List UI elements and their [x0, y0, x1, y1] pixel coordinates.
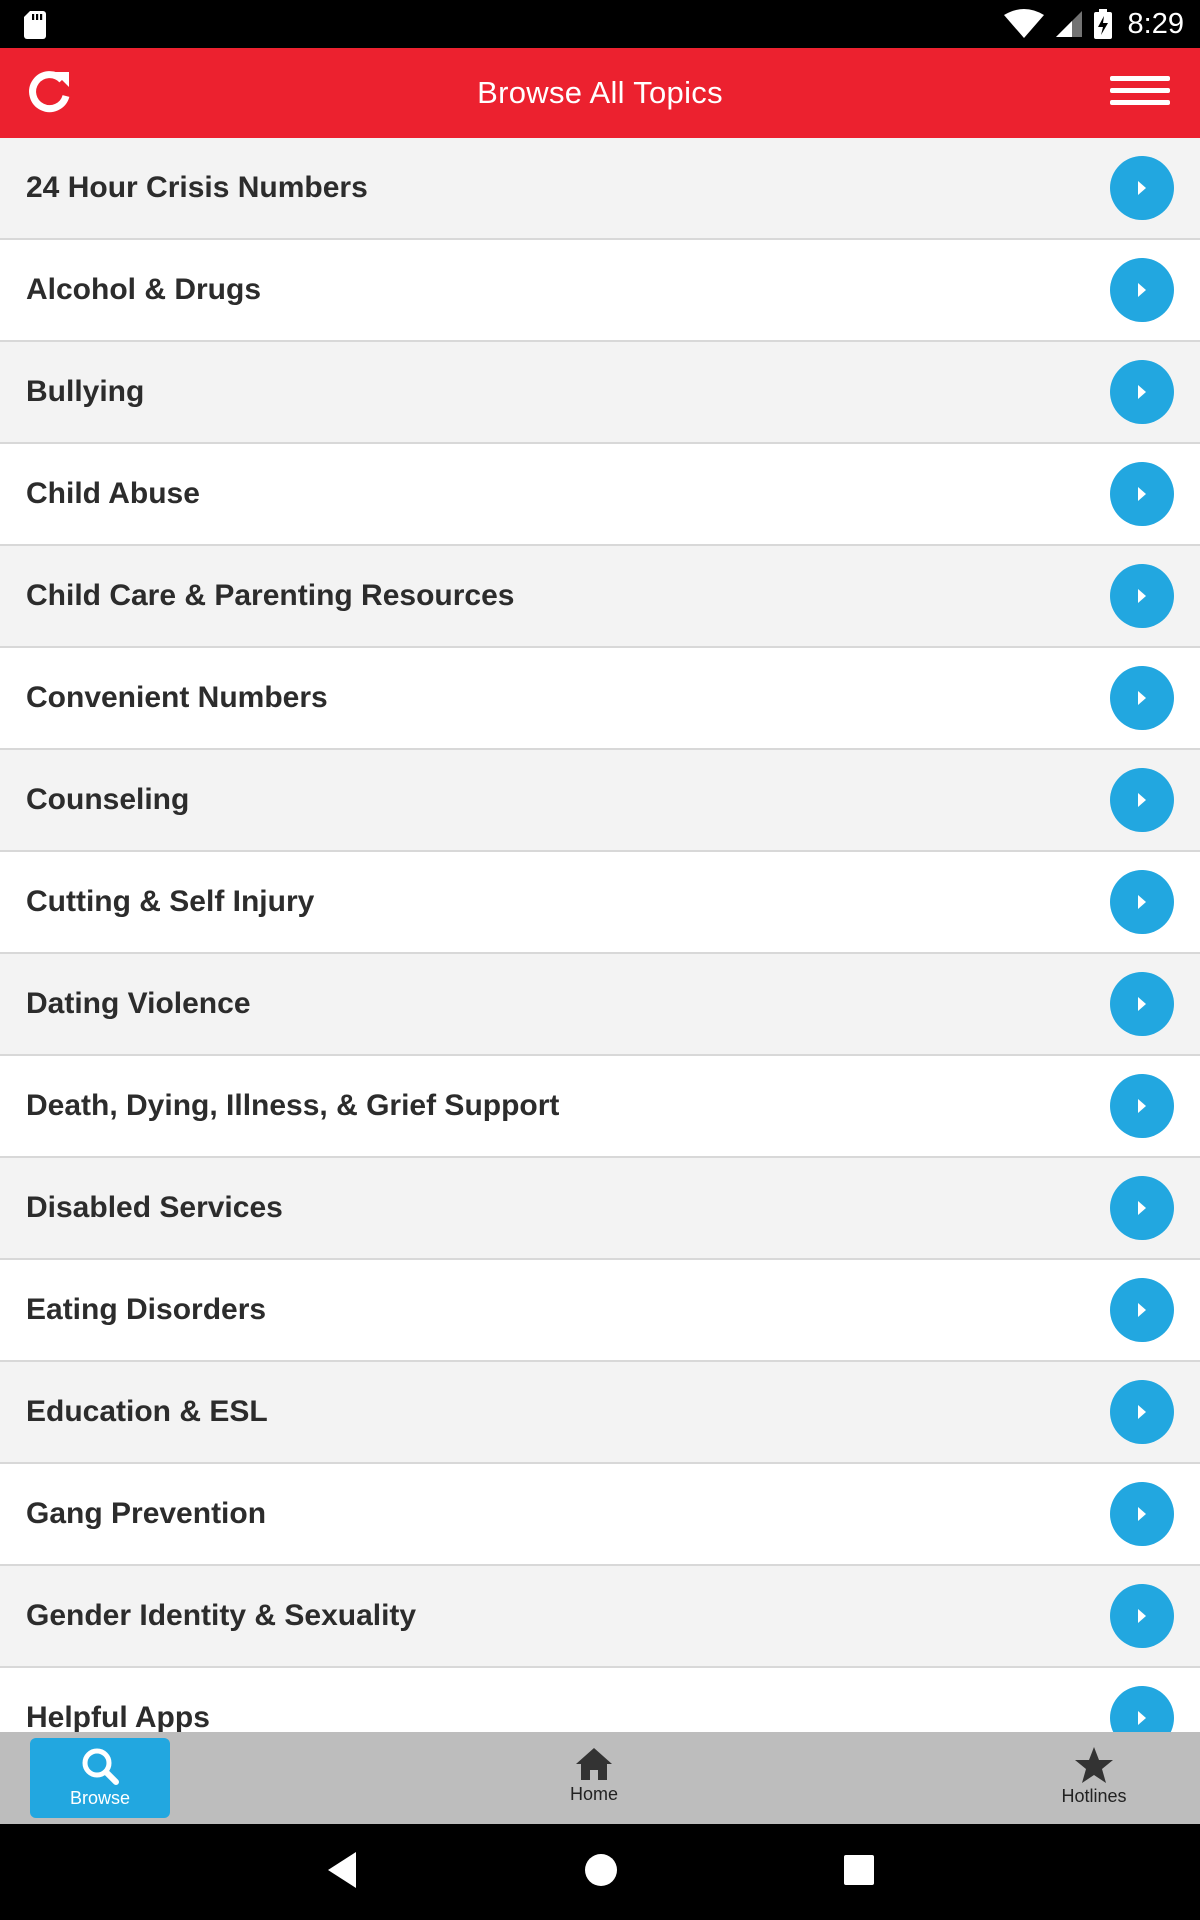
cell-signal-icon — [1054, 9, 1084, 39]
sd-card-icon — [24, 11, 46, 39]
chevron-right-icon — [1133, 1199, 1151, 1217]
page-title: Browse All Topics — [477, 75, 723, 110]
list-item[interactable] — [0, 1362, 1200, 1464]
chevron-right-icon — [1133, 1607, 1151, 1625]
topic-label: Alcohol & Drugs — [26, 273, 262, 306]
navigation-bar — [0, 1824, 1200, 1920]
tab-hotlines-label: Hotlines — [1061, 1786, 1127, 1806]
star-icon — [1074, 1746, 1114, 1784]
open-topic-button[interactable] — [1110, 768, 1174, 832]
chevron-right-icon — [1133, 893, 1151, 911]
chevron-right-icon — [1133, 1505, 1151, 1523]
bottom-tab-bar — [0, 1732, 1200, 1824]
app-bar — [0, 48, 1200, 138]
open-topic-button[interactable] — [1110, 870, 1174, 934]
chevron-right-icon — [1133, 383, 1151, 401]
open-topic-button[interactable] — [1110, 1380, 1174, 1444]
topic-label: Gang Prevention — [26, 1497, 267, 1530]
list-item[interactable] — [0, 138, 1200, 240]
open-topic-button[interactable] — [1110, 972, 1174, 1036]
chevron-right-icon — [1133, 995, 1151, 1013]
chevron-right-icon — [1133, 791, 1151, 809]
open-topic-button[interactable] — [1110, 1176, 1174, 1240]
list-item[interactable] — [0, 240, 1200, 342]
list-item[interactable] — [0, 1566, 1200, 1668]
topic-label: Disabled Services — [26, 1191, 283, 1224]
home-icon — [574, 1746, 614, 1782]
status-bar — [0, 0, 1200, 48]
topic-list[interactable] — [0, 138, 1200, 1732]
chevron-right-icon — [1133, 1403, 1151, 1421]
back-icon[interactable] — [326, 1850, 360, 1890]
topic-label: Dating Violence — [26, 987, 251, 1020]
chevron-right-icon — [1133, 1097, 1151, 1115]
chevron-right-icon — [1133, 689, 1151, 707]
recents-icon[interactable] — [842, 1850, 876, 1890]
topic-label: 24 Hour Crisis Numbers — [26, 171, 368, 204]
open-topic-button[interactable] — [1110, 1278, 1174, 1342]
list-item[interactable] — [0, 342, 1200, 444]
list-item[interactable] — [0, 1056, 1200, 1158]
topic-label: Helpful Apps — [26, 1701, 210, 1732]
topic-label: Counseling — [26, 783, 190, 816]
battery-charging-icon — [1094, 9, 1112, 39]
topic-label: Education & ESL — [26, 1395, 268, 1428]
list-item[interactable] — [0, 750, 1200, 852]
chevron-right-icon — [1133, 587, 1151, 605]
list-item[interactable] — [0, 648, 1200, 750]
open-topic-button[interactable] — [1110, 462, 1174, 526]
tab-browse[interactable] — [30, 1738, 170, 1818]
list-item[interactable] — [0, 1464, 1200, 1566]
search-icon — [80, 1746, 120, 1786]
list-item[interactable] — [0, 852, 1200, 954]
tab-home-label: Home — [569, 1784, 618, 1804]
chevron-right-icon — [1133, 179, 1151, 197]
open-topic-button[interactable] — [1110, 666, 1174, 730]
home-circle-icon[interactable] — [584, 1850, 618, 1890]
open-topic-button[interactable] — [1110, 1584, 1174, 1648]
chevron-right-icon — [1133, 1709, 1151, 1727]
clock: 8:29 — [1127, 7, 1184, 40]
topic-label: Cutting & Self Injury — [26, 885, 315, 918]
menu-icon[interactable] — [1110, 76, 1170, 110]
list-item[interactable] — [0, 546, 1200, 648]
open-topic-button[interactable] — [1110, 1686, 1174, 1732]
topic-label: Death, Dying, Illness, & Grief Support — [26, 1089, 560, 1122]
list-item[interactable] — [0, 444, 1200, 546]
open-topic-button[interactable] — [1110, 564, 1174, 628]
topic-label: Gender Identity & Sexuality — [26, 1599, 417, 1632]
list-item[interactable] — [0, 1668, 1200, 1732]
open-topic-button[interactable] — [1110, 360, 1174, 424]
tab-browse-label: Browse — [69, 1788, 131, 1808]
topic-label: Bullying — [26, 375, 145, 408]
list-item[interactable] — [0, 1158, 1200, 1260]
open-topic-button[interactable] — [1110, 1482, 1174, 1546]
open-topic-button[interactable] — [1110, 156, 1174, 220]
chevron-right-icon — [1133, 281, 1151, 299]
topic-label: Eating Disorders — [26, 1293, 267, 1326]
wifi-icon — [1004, 9, 1044, 39]
open-topic-button[interactable] — [1110, 258, 1174, 322]
chevron-right-icon — [1133, 1301, 1151, 1319]
topic-label: Child Care & Parenting Resources — [26, 579, 515, 612]
open-topic-button[interactable] — [1110, 1074, 1174, 1138]
topic-label: Convenient Numbers — [26, 681, 328, 714]
topic-label: Child Abuse — [26, 477, 200, 510]
list-item[interactable] — [0, 1260, 1200, 1362]
list-item[interactable] — [0, 954, 1200, 1056]
tab-home[interactable] — [534, 1738, 654, 1818]
chevron-right-icon — [1133, 485, 1151, 503]
tab-hotlines[interactable] — [1034, 1738, 1154, 1818]
